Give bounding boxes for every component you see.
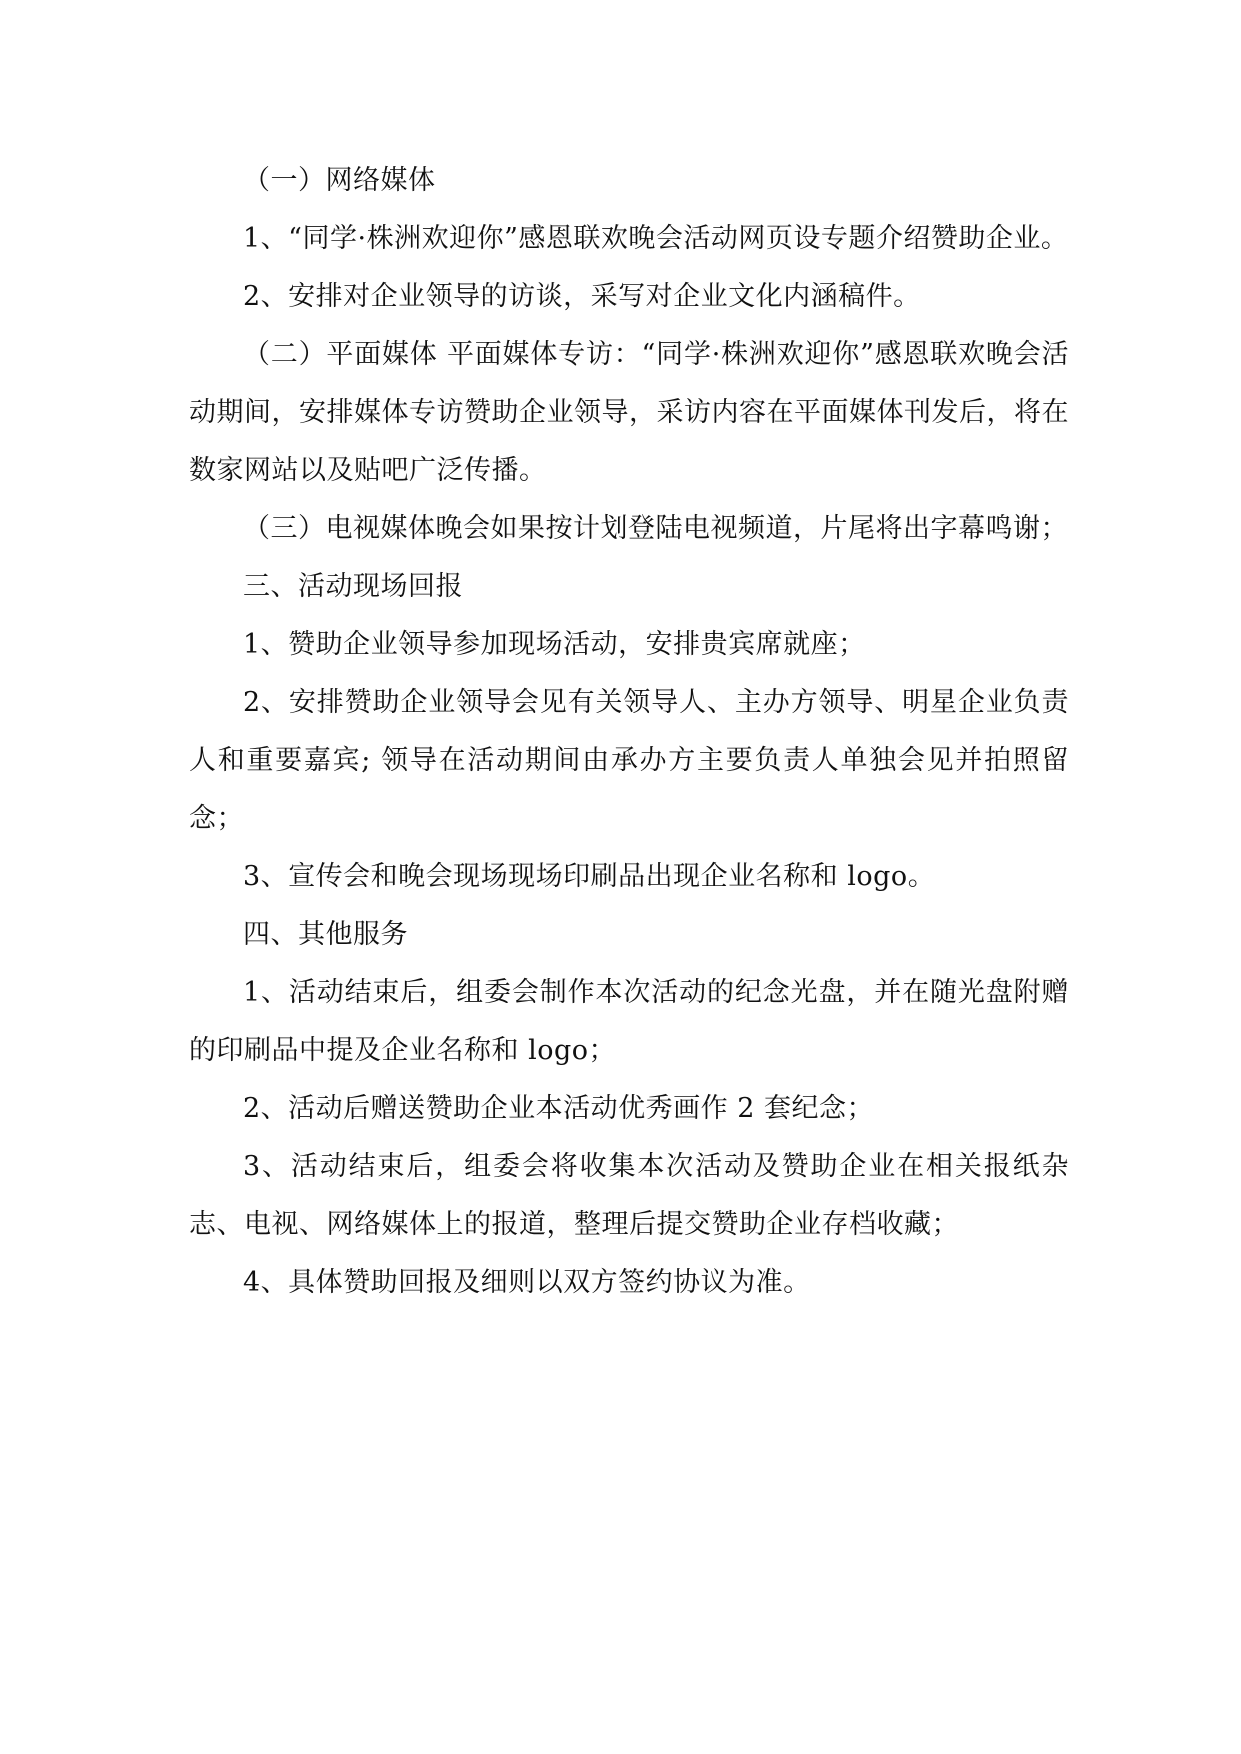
paragraph-onsite-item-2: 2、安排赞助企业领导会见有关领导人、主办方领导、明星企业负责人和重要嘉宾; 领导在活动期间由承办方主要负责人单独会见并拍照留念； [189, 687, 1069, 834]
paragraph-other-item-4: 4、具体赞助回报及细则以双方签约协议为准。 [243, 1267, 811, 1298]
paragraph-other-item-2: 2、活动后赠送赞助企业本活动优秀画作 2 套纪念； [243, 1093, 875, 1124]
paragraph-other-item-3: 3、活动结束后，组委会将收集本次活动及赞助企业在相关报纸杂志、电视、网络媒体上的报道，整理后提交赞助企业存档收藏； [189, 1151, 1069, 1240]
paragraph-onsite-item-3: 3、宣传会和晚会现场现场印刷品出现企业名称和 logo。 [243, 861, 936, 892]
section-heading-onsite-return: 三、活动现场回报 [243, 571, 463, 602]
paragraph-onsite-item-1: 1、赞助企业领导参加现场活动，安排贵宾席就座； [243, 629, 866, 660]
document-body [189, 152, 1069, 1312]
section-heading-other-services: 四、其他服务 [243, 919, 408, 950]
paragraph-online-item-1: 1、“同学·株洲欢迎你”感恩联欢晚会活动网页设专题介绍赞助企业。 [243, 223, 1069, 254]
paragraph-print-media: （二）平面媒体 平面媒体专访：“同学·株洲欢迎你”感恩联欢晚会活动期间，安排媒体专访赞助企业领导，采访内容在平面媒体刊发后，将在数家网站以及贴吧广泛传播。 [189, 339, 1069, 486]
paragraph-tv-media: （三）电视媒体晚会如果按计划登陆电视频道，片尾将出字幕鸣谢； [243, 513, 1068, 544]
section-heading-online-media: （一）网络媒体 [243, 165, 436, 196]
paragraph-online-item-2: 2、安排对企业领导的访谈，采写对企业文化内涵稿件。 [243, 281, 921, 312]
paragraph-other-item-1: 1、活动结束后，组委会制作本次活动的纪念光盘，并在随光盘附赠的印刷品中提及企业名称和 logo； [189, 977, 1069, 1066]
